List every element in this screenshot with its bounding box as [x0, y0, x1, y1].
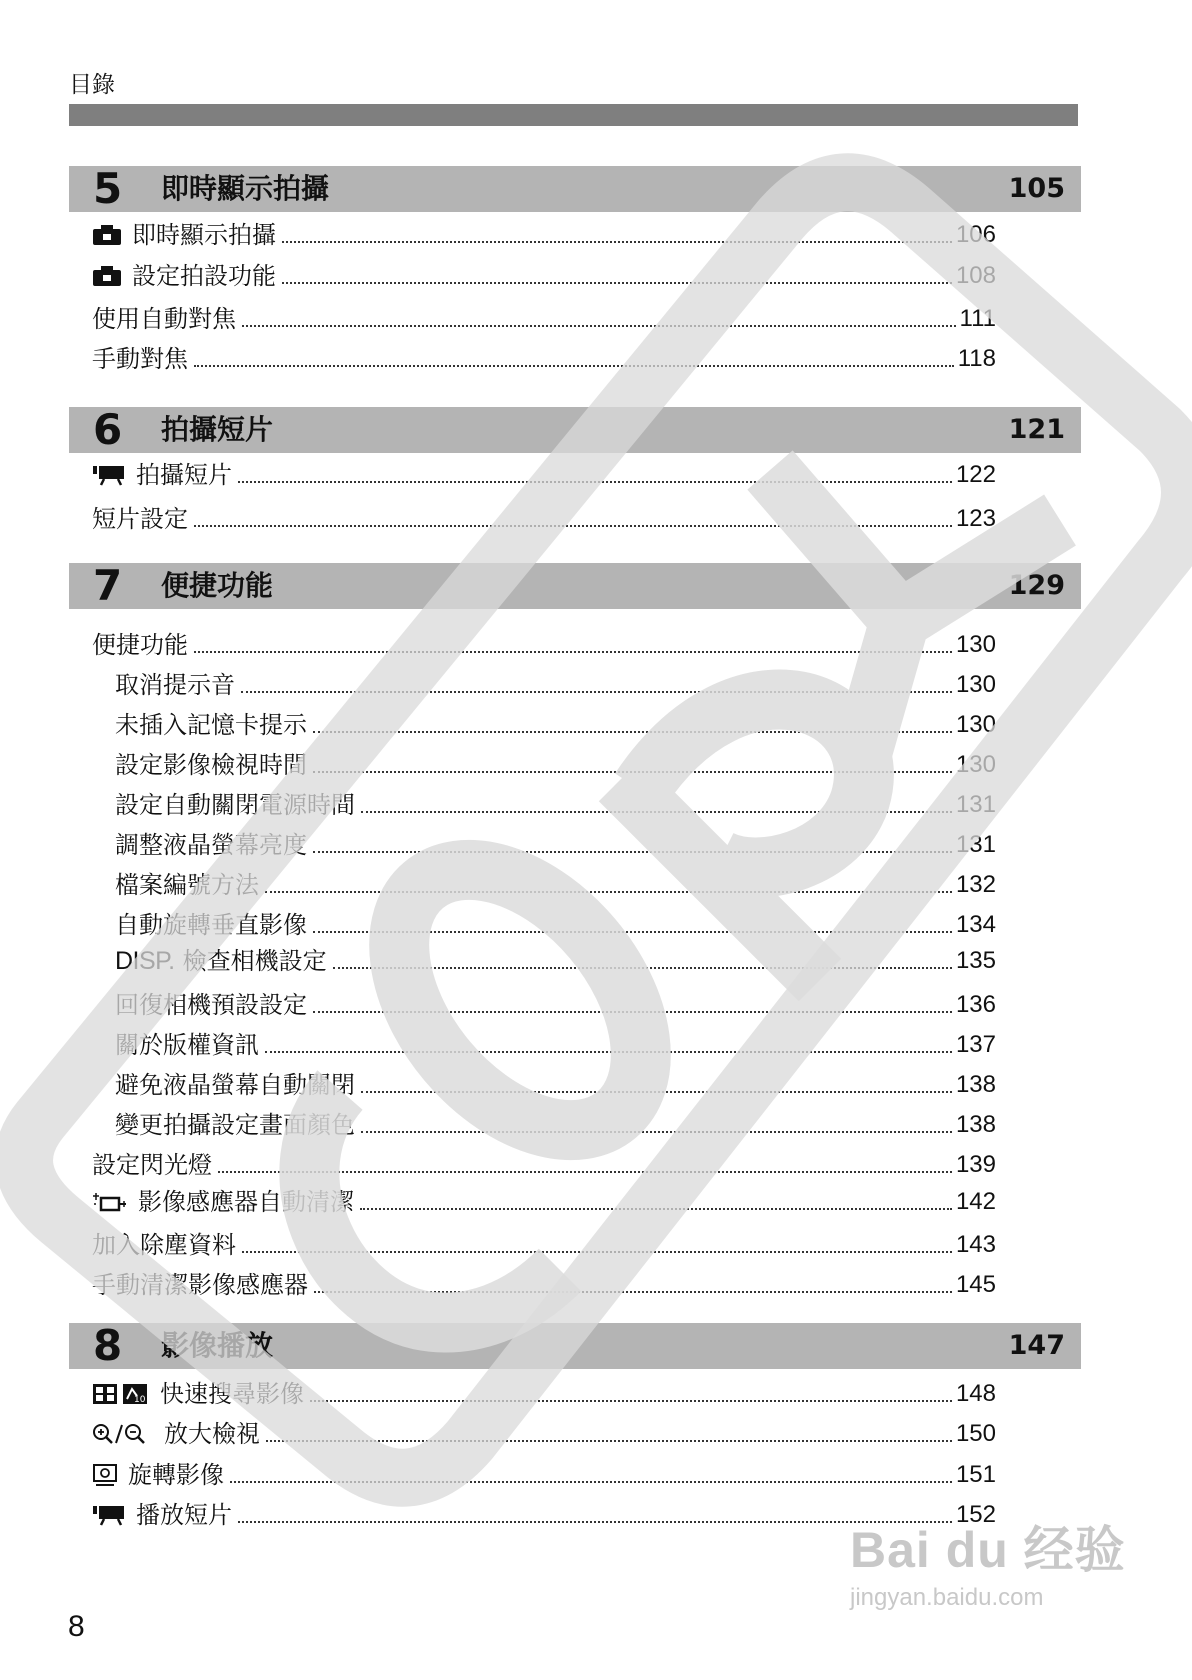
leader-dots [265, 1051, 952, 1053]
toc-entry[interactable]: DISP. 檢查相機設定 135 [115, 947, 996, 975]
index-jump-icon [92, 1382, 150, 1406]
entry-page: 130 [955, 711, 996, 738]
section-page: 121 [1008, 414, 1065, 445]
section-number: 8 [93, 1321, 123, 1370]
leader-dots [242, 1251, 952, 1253]
toc-entry[interactable]: 播放短片 152 [92, 1496, 996, 1530]
entry-page: 138 [955, 1111, 996, 1138]
section-page: 147 [1008, 1330, 1065, 1361]
entry-page: 123 [955, 505, 996, 532]
toc-entry[interactable]: 10 快速搜尋影像 148 [92, 1375, 996, 1409]
sensor-clean-icon [92, 1190, 128, 1214]
toc-entry[interactable]: 關於版權資訊 137 [115, 1031, 996, 1059]
toc-entry[interactable]: 即時顯示拍攝 106 [92, 216, 996, 250]
entry-page: 130 [955, 631, 996, 658]
leader-dots [361, 811, 952, 813]
toc-entry[interactable]: 調整液晶螢幕亮度 131 [115, 831, 996, 859]
movie-icon [92, 463, 126, 487]
entry-page: 139 [955, 1151, 996, 1178]
leader-dots [313, 851, 952, 853]
leader-dots [314, 1291, 952, 1293]
toc-entry[interactable]: 變更拍攝設定畫面顏色 138 [115, 1111, 996, 1139]
toc-entry[interactable]: 放大檢視 150 [92, 1415, 996, 1449]
leader-dots [242, 325, 956, 327]
entry-page: 142 [955, 1188, 996, 1215]
toc-entry[interactable]: 影像感應器自動清潔 142 [92, 1183, 996, 1217]
section-header [69, 1323, 1081, 1369]
section-header [69, 563, 1081, 609]
leader-dots [313, 731, 952, 733]
entry-page: 131 [955, 791, 996, 818]
header-bar [69, 104, 1078, 126]
leader-dots [241, 691, 952, 693]
movie-icon [92, 1503, 126, 1527]
leader-dots [265, 891, 952, 893]
baidu-brand: Bai du 经验 [850, 1522, 1126, 1578]
toc-entry[interactable]: 避免液晶螢幕自動關閉 138 [115, 1071, 996, 1099]
entry-page: 150 [955, 1420, 996, 1447]
disp-button-label: DISP. [115, 947, 175, 975]
section-page: 129 [1008, 570, 1065, 601]
toc-entry[interactable]: 設定影像檢視時間 130 [115, 751, 996, 779]
entry-page: 122 [955, 461, 996, 488]
entry-page: 132 [955, 871, 996, 898]
toc-entry[interactable]: 手動清潔影像感應器 145 [92, 1271, 996, 1299]
leader-dots [313, 931, 952, 933]
toc-entry[interactable]: 自動旋轉垂直影像 134 [115, 911, 996, 939]
entry-page: 138 [955, 1071, 996, 1098]
leader-dots [361, 1131, 952, 1133]
entry-page: 131 [955, 831, 996, 858]
toc-entry[interactable]: 拍攝短片 122 [92, 456, 996, 490]
section-6 [69, 407, 1081, 453]
leader-dots [313, 1011, 952, 1013]
toc-entry[interactable]: 未插入記憶卡提示 130 [115, 711, 996, 739]
entry-page: 108 [955, 262, 996, 289]
entry-page: 106 [955, 221, 996, 248]
toc-entry[interactable]: 取消提示音 130 [115, 671, 996, 699]
toc-entry[interactable]: 加入除塵資料 143 [92, 1231, 996, 1259]
leader-dots [218, 1171, 952, 1173]
entry-page: 152 [955, 1501, 996, 1528]
section-title[interactable]: 影像播放 [161, 1329, 274, 1362]
camera-icon [92, 224, 122, 246]
leader-dots [361, 1091, 952, 1093]
entry-page: 151 [955, 1461, 996, 1488]
leader-dots [282, 282, 952, 284]
leader-dots [194, 365, 954, 367]
camera-icon [92, 265, 122, 287]
zoom-icon [92, 1422, 154, 1446]
leader-dots [238, 481, 952, 483]
leader-dots [313, 771, 952, 773]
toc-entry[interactable]: 使用自動對焦 111 [92, 305, 996, 333]
entry-page: 130 [955, 671, 996, 698]
toc-entry[interactable]: 設定自動關閉電源時間 131 [115, 791, 996, 819]
entry-page: 134 [955, 911, 996, 938]
toc-entry[interactable]: 手動對焦 118 [92, 345, 996, 373]
section-number: 6 [93, 405, 123, 454]
leader-dots [266, 1440, 952, 1442]
entry-page: 148 [955, 1380, 996, 1407]
section-number: 5 [93, 164, 123, 213]
section-5 [69, 166, 1081, 212]
entry-page: 136 [955, 991, 996, 1018]
toc-entry[interactable]: 設定閃光燈 139 [92, 1151, 996, 1179]
section-8 [69, 1323, 1081, 1369]
toc-entry[interactable]: 便捷功能 130 [92, 631, 996, 659]
entry-page: 145 [955, 1271, 996, 1298]
leader-dots [360, 1208, 952, 1210]
toc-entry[interactable]: 旋轉影像 151 [92, 1456, 996, 1490]
baidu-url: jingyan.baidu.com [850, 1584, 1044, 1611]
entry-page: 111 [959, 305, 996, 332]
toc-entry[interactable]: 檔案編號方法 132 [115, 871, 996, 899]
baidu-logo [850, 1510, 1126, 1612]
section-header [69, 407, 1081, 453]
entry-page: 137 [955, 1031, 996, 1058]
section-page: 105 [1008, 173, 1065, 204]
leader-dots [194, 525, 952, 527]
section-title[interactable]: 拍攝短片 [161, 413, 274, 446]
entry-page: 130 [955, 751, 996, 778]
leader-dots [282, 241, 952, 243]
entry-page: 118 [957, 345, 996, 372]
header-title: 目錄 [69, 72, 115, 98]
section-title[interactable]: 便捷功能 [161, 569, 274, 602]
svg-text:10: 10 [134, 1395, 146, 1405]
section-7 [69, 563, 1081, 609]
toc-entry[interactable]: 短片設定 123 [92, 505, 996, 533]
leader-dots [333, 967, 952, 969]
page-number: 8 [68, 1610, 85, 1643]
leader-dots [310, 1400, 952, 1402]
toc-entry[interactable]: 回復相機預設設定 136 [115, 991, 996, 1019]
section-number: 7 [93, 561, 123, 610]
leader-dots [238, 1521, 952, 1523]
entry-page: 135 [955, 947, 996, 974]
entry-page: 143 [955, 1231, 996, 1258]
toc-entry[interactable]: 設定拍設功能 108 [92, 257, 996, 291]
leader-dots [194, 651, 952, 653]
leader-dots [230, 1481, 952, 1483]
section-header [69, 166, 1081, 212]
rotate-icon [92, 1463, 118, 1487]
section-title[interactable]: 即時顯示拍攝 [161, 172, 330, 205]
